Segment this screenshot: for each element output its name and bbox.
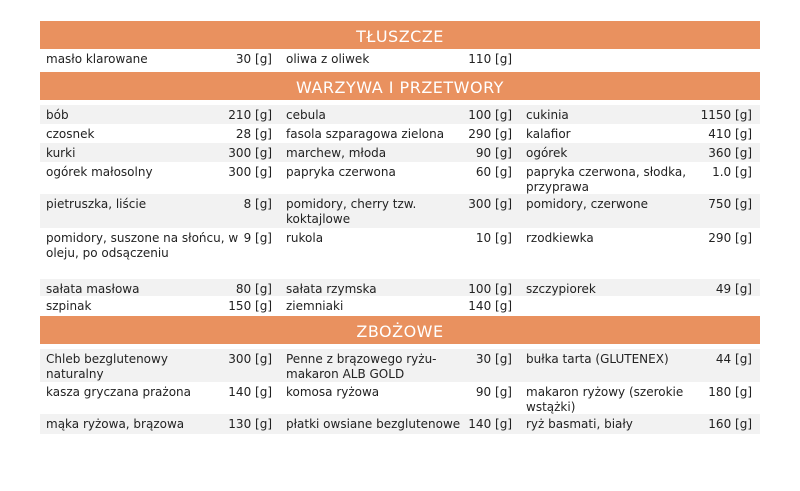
product-name: cebula: [286, 108, 326, 122]
product-cell: [520, 143, 760, 162]
product-name: ziemniaki: [286, 299, 344, 313]
product-cell: [520, 49, 760, 72]
product-cell: [40, 296, 280, 316]
table-row: [40, 382, 760, 414]
product-name: szczypiorek: [526, 282, 596, 296]
product-quantity: 110 [g]: [468, 52, 512, 66]
product-name: sałata masłowa: [46, 282, 140, 296]
product-quantity: 300 [g]: [228, 352, 272, 366]
section-header: TŁUSZCZE: [40, 21, 760, 49]
product-quantity: 9 [g]: [243, 231, 272, 245]
product-cell: [40, 105, 280, 124]
product-cell: [520, 414, 760, 434]
product-quantity: 290 [g]: [468, 127, 512, 141]
product-quantity: [752, 52, 760, 72]
product-cell: [520, 124, 760, 143]
product-name: [520, 52, 752, 72]
product-name: komosa ryżowa: [286, 385, 380, 399]
product-name: płatki owsiane bezglutenowe: [286, 417, 461, 431]
table-row: [40, 228, 760, 279]
section-header: ZBOŻOWE: [40, 316, 760, 344]
product-name: bułka tarta (GLUTENEX): [526, 352, 669, 366]
product-name: rzodkiewka: [526, 231, 594, 245]
product-quantity: 100 [g]: [468, 108, 512, 122]
product-quantity: 60 [g]: [475, 165, 512, 179]
product-name: makaron ryżowy (szerokie wstążki): [526, 385, 684, 414]
product-cell: [40, 49, 280, 72]
product-cell: [280, 143, 520, 162]
product-name: pietruszka, liście: [46, 197, 147, 211]
product-quantity: 410 [g]: [708, 127, 752, 141]
product-name: bób: [46, 108, 69, 122]
product-quantity: 300 [g]: [228, 165, 272, 179]
product-cell: [40, 382, 280, 414]
product-cell: [40, 414, 280, 434]
product-quantity: 360 [g]: [708, 146, 752, 160]
product-cell: [280, 194, 520, 228]
product-cell: [280, 279, 520, 296]
product-name: ogórek małosolny: [46, 165, 153, 179]
product-cell: [280, 124, 520, 143]
product-quantity: 750 [g]: [708, 197, 752, 211]
product-quantity: 210 [g]: [228, 108, 272, 122]
table-row: [40, 414, 760, 434]
product-quantity: 300 [g]: [228, 146, 272, 160]
product-cell: [280, 162, 520, 194]
product-cell: [40, 194, 280, 228]
table-row: [40, 349, 760, 382]
product-quantity: 140 [g]: [468, 417, 512, 431]
product-name: oliwa z oliwek: [286, 52, 370, 66]
product-cell: [520, 349, 760, 382]
product-quantity: 90 [g]: [475, 146, 512, 160]
product-cell: [40, 124, 280, 143]
product-name: ogórek: [526, 146, 568, 160]
table-row: [40, 49, 760, 72]
product-cell: [280, 382, 520, 414]
product-name: papryka czerwona: [286, 165, 396, 179]
product-quantity: 1150 [g]: [700, 108, 752, 122]
product-cell: [520, 105, 760, 124]
product-quantity: 28 [g]: [235, 127, 272, 141]
table-row: [40, 124, 760, 143]
product-quantity: 130 [g]: [228, 417, 272, 431]
product-quantity: 140 [g]: [468, 299, 512, 313]
product-quantity: 80 [g]: [235, 282, 272, 296]
product-cell: [280, 414, 520, 434]
product-name: masło klarowane: [46, 52, 148, 66]
product-cell: [520, 194, 760, 228]
product-name: marchew, młoda: [286, 146, 387, 160]
product-cell: [520, 296, 760, 316]
product-quantity: 160 [g]: [708, 417, 752, 431]
product-cell: [40, 228, 280, 279]
product-cell: [40, 162, 280, 194]
product-quantity: 150 [g]: [228, 299, 272, 313]
product-cell: [280, 105, 520, 124]
product-quantity: 49 [g]: [715, 282, 752, 296]
product-quantity: 290 [g]: [708, 231, 752, 245]
product-name: sałata rzymska: [286, 282, 377, 296]
product-cell: [40, 349, 280, 382]
product-cell: [280, 296, 520, 316]
product-cell: [520, 162, 760, 194]
product-cell: [40, 143, 280, 162]
product-quantity: 1.0 [g]: [712, 165, 752, 179]
product-name: pomidory, suszone na słońcu, w oleju, po odsączeniu: [46, 231, 239, 260]
product-quantity: 10 [g]: [475, 231, 512, 245]
product-name: kurki: [46, 146, 76, 160]
product-name: papryka czerwona, słodka, przyprawa: [526, 165, 687, 194]
product-cell: [280, 228, 520, 279]
product-quantity: 30 [g]: [475, 352, 512, 366]
product-name: kasza gryczana prażona: [46, 385, 191, 399]
product-quantity: 8 [g]: [243, 197, 272, 211]
product-name: rukola: [286, 231, 324, 245]
product-quantity: 140 [g]: [228, 385, 272, 399]
product-name: szpinak: [46, 299, 92, 313]
product-quantity: 44 [g]: [715, 352, 752, 366]
product-quantity: 30 [g]: [235, 52, 272, 66]
product-name: [520, 299, 752, 316]
product-cell: [280, 49, 520, 72]
table-row: [40, 162, 760, 194]
product-quantity: 180 [g]: [708, 385, 752, 399]
product-quantity: 300 [g]: [468, 197, 512, 211]
table-row: [40, 143, 760, 162]
product-name: czosnek: [46, 127, 95, 141]
table-row: [40, 296, 760, 316]
product-name: ryż basmati, biały: [526, 417, 633, 431]
product-name: kalafior: [526, 127, 571, 141]
product-name: pomidory, czerwone: [526, 197, 648, 211]
product-cell: [520, 228, 760, 279]
product-quantity: 100 [g]: [468, 282, 512, 296]
section-header: WARZYWA I PRZETWORY: [40, 72, 760, 100]
product-cell: [280, 349, 520, 382]
product-quantity: 90 [g]: [475, 385, 512, 399]
table-row: [40, 194, 760, 228]
product-cell: [520, 382, 760, 414]
product-name: Penne z brązowego ryżu- makaron ALB GOLD: [286, 352, 437, 381]
shopping-list-sheet: [40, 21, 760, 434]
product-name: fasola szparagowa zielona: [286, 127, 445, 141]
product-name: mąka ryżowa, brązowa: [46, 417, 185, 431]
table-row: [40, 279, 760, 296]
table-row: [40, 105, 760, 124]
product-quantity: [752, 299, 760, 316]
product-name: pomidory, cherry tzw. koktajlowe: [286, 197, 417, 226]
product-cell: [520, 279, 760, 296]
product-name: cukinia: [526, 108, 569, 122]
product-cell: [40, 279, 280, 296]
product-name: Chleb bezglutenowy naturalny: [46, 352, 168, 381]
